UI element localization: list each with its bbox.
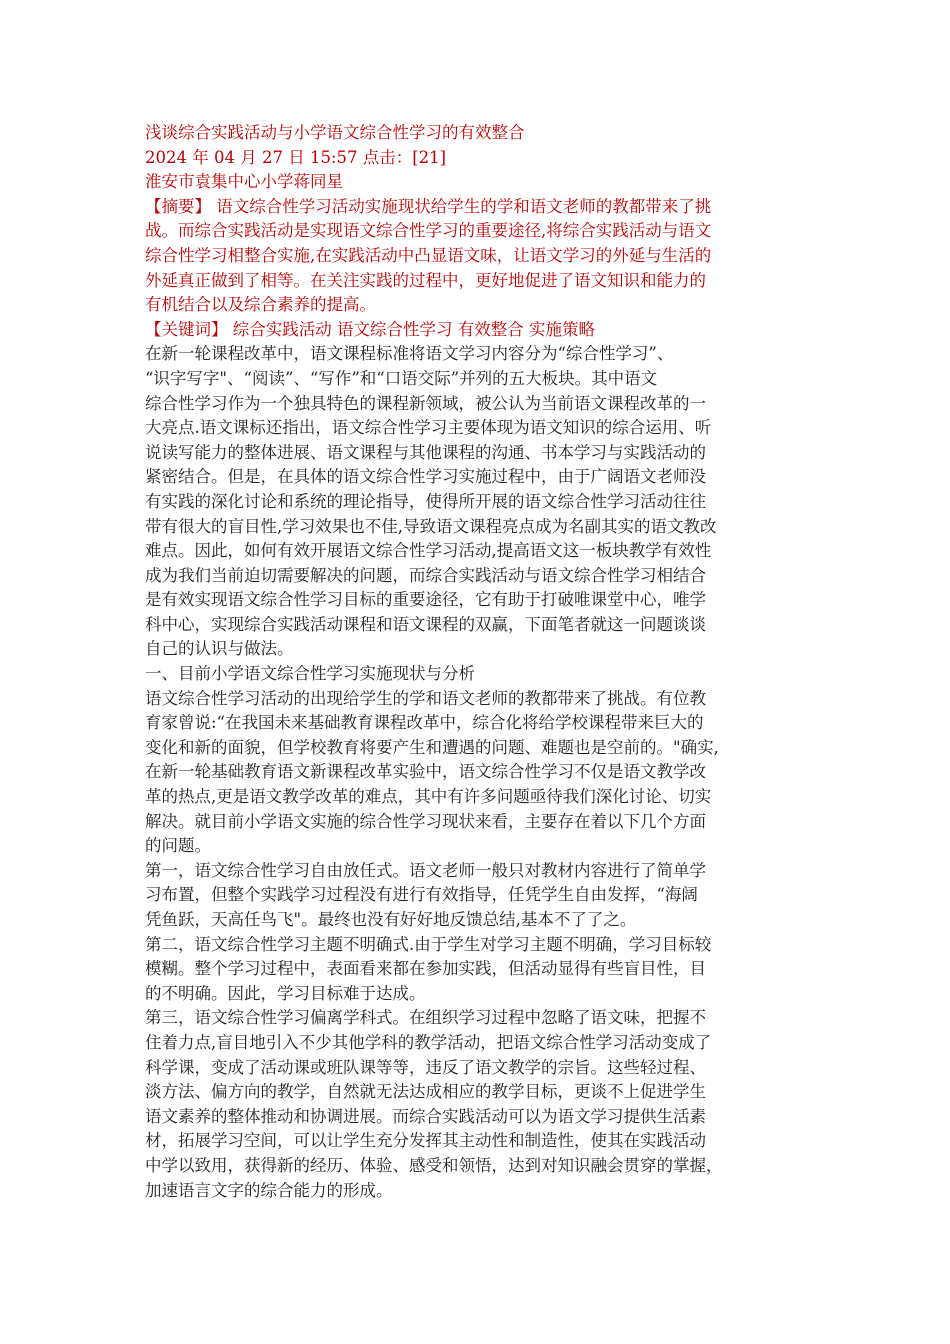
abstract-line: 战。而综合实践活动是实现语文综合性学习的重要途径,将综合实践活动与语文 [145, 221, 712, 241]
paragraph-line: 第二，语文综合性学习主题不明确式.由于学生对学习主题不明确，学习目标较 [145, 934, 712, 954]
paragraph-line: 模糊。整个学习过程中，表面看来都在参加实践，但活动显得有些盲目性，目 [145, 959, 706, 979]
article-title: 浅谈综合实践活动与小学语文综合性学习的有效整合 [145, 123, 525, 142]
paragraph-line: 第三，语文综合性学习偏离学科式。在组织学习过程中忽略了语文味，把握不 [145, 1008, 706, 1028]
paragraph-line: 科中心，实现综合实践活动课程和语文课程的双赢，下面笔者就这一问题谈谈 [145, 614, 706, 634]
abstract-line: 综合性学习相整合实施,在实践活动中凸显语文味，让语文学习的外延与生活的 [145, 245, 712, 265]
paragraph-line: 是有效实现语文综合性学习目标的重要途径，它有助于打破唯课堂中心，唯学 [145, 590, 706, 610]
paragraph-line: 科学课，变成了活动课或班队课等等，违反了语文教学的宗旨。这些轻过程、 [145, 1057, 706, 1077]
paragraph-line: 有实践的深化讨论和系统的理论指导，使得所开展的语文综合性学习活动往往 [145, 491, 706, 511]
paragraph-line: 中学以致用，获得新的经历、体验、感受和领悟，达到对知识融会贯穿的掌握， [145, 1155, 723, 1175]
paragraph-line: 语文综合性学习活动的出现给学生的学和语文老师的教都带来了挑战。有位教 [145, 688, 706, 708]
paragraph-line: 材，拓展学习空间，可以让学生充分发挥其主动性和制造性，使其在实践活动 [145, 1131, 706, 1151]
abstract-line: 【摘要】 语文综合性学习活动实施现状给学生的学和语文老师的教都带来了挑 [145, 196, 712, 216]
paragraph-line: 住着力点,盲目地引入不少其他学科的教学活动，把语文综合性学习活动变成了 [145, 1032, 712, 1052]
article-meta: 2024 年 04 月 27 日 15:57 点击：[21] [145, 147, 447, 167]
paragraph-line: 大亮点.语文课标还指出，语文综合性学习主要体现为语文知识的综合运用、听 [145, 418, 712, 438]
paragraph-line: 第一，语文综合性学习自由放任式。语文老师一般只对教材内容进行了简单学 [145, 860, 706, 880]
paragraph-line: 的不明确。因此，学习目标难于达成。 [145, 983, 426, 1003]
paragraph-line: 育家曾说:“在我国未来基础教育课程改革中，综合化将给学校课程带来巨大的 [145, 713, 704, 733]
paragraph-line: 自己的认识与做法。 [145, 639, 294, 659]
abstract-line: 外延真正做到了相等。在关注实践的过程中，更好地促进了语文知识和能力的 [145, 270, 706, 290]
paragraph-line: 解决。就目前小学语文实施的综合性学习现状来看，主要存在着以下几个方面 [145, 811, 706, 831]
point3-paragraph [145, 1006, 815, 1203]
paragraph-line: 变化和新的面貌，但学校教育将要产生和遭遇的问题、难题也是空前的。"确实, [145, 737, 719, 757]
document-page [145, 121, 815, 1203]
abstract-section [145, 195, 815, 318]
paragraph-line: 综合性学习作为一个独具特色的课程新领域，被公认为当前语文课程改革的一 [145, 393, 706, 413]
paragraph-line: 在新一轮基础教育语文新课程改革实验中，语文综合性学习不仅是语文教学改 [145, 762, 706, 782]
paragraph-line: 成为我们当前迫切需要解决的问题，而综合实践活动与语文综合性学习相结合 [145, 565, 706, 585]
paragraph-line: 在新一轮课程改革中，语文课程标准将语文学习内容分为“综合性学习”、 [145, 344, 674, 364]
section1-paragraph [145, 687, 815, 859]
paragraph-line: 加速语言文字的综合能力的形成。 [145, 1180, 393, 1200]
point2-paragraph [145, 933, 815, 1007]
paragraph-line: 语文素养的整体推动和协调进展。而综合实践活动可以为语文学习提供生活素 [145, 1106, 706, 1126]
paragraph-line: “识字写字"、“阅读”、“写作”和“口语交际”并列的五大板块。其中语文 [145, 368, 658, 388]
section-heading: 一、目前小学语文综合性学习实施现状与分析 [145, 664, 475, 684]
paragraph-line: 带有很大的盲目性,学习效果也不佳,导致语文课程亮点成为名副其实的语文教改 [145, 516, 717, 536]
paragraph-line: 难点。因此，如何有效开展语文综合性学习活动,提高语文这一板块教学有效性 [145, 541, 712, 561]
paragraph-line: 革的热点,更是语文教学改革的难点，其中有许多问题亟待我们深化讨论、切实 [145, 787, 712, 807]
paragraph-line: 习布置，但整个实践学习过程没有进行有效指导，任凭学生自由发挥，“海阔 [145, 885, 698, 905]
paragraph-line: 紧密结合。但是，在具体的语文综合性学习实施过程中，由于广阔语文老师没 [145, 467, 706, 487]
paragraph-line: 凭鱼跃，天高任鸟飞"。最终也没有好好地反馈总结,基本不了了之。 [145, 910, 637, 929]
intro-paragraph [145, 342, 815, 662]
point1-paragraph [145, 859, 815, 933]
paragraph-line: 的问题。 [145, 836, 211, 856]
paragraph-line: 淡方法、偏方向的教学，自然就无法达成相应的教学目标，更谈不上促进学生 [145, 1082, 706, 1102]
keywords-line: 【关键词】 综合实践活动 语文综合性学习 有效整合 实施策略 [145, 319, 595, 339]
paragraph-line: 说读写能力的整体进展、语文课程与其他课程的沟通、书本学习与实践活动的 [145, 442, 706, 462]
abstract-line: 有机结合以及综合素养的提高。 [145, 295, 376, 315]
article-author: 淮安市袁集中心小学蒋同星 [145, 172, 343, 192]
